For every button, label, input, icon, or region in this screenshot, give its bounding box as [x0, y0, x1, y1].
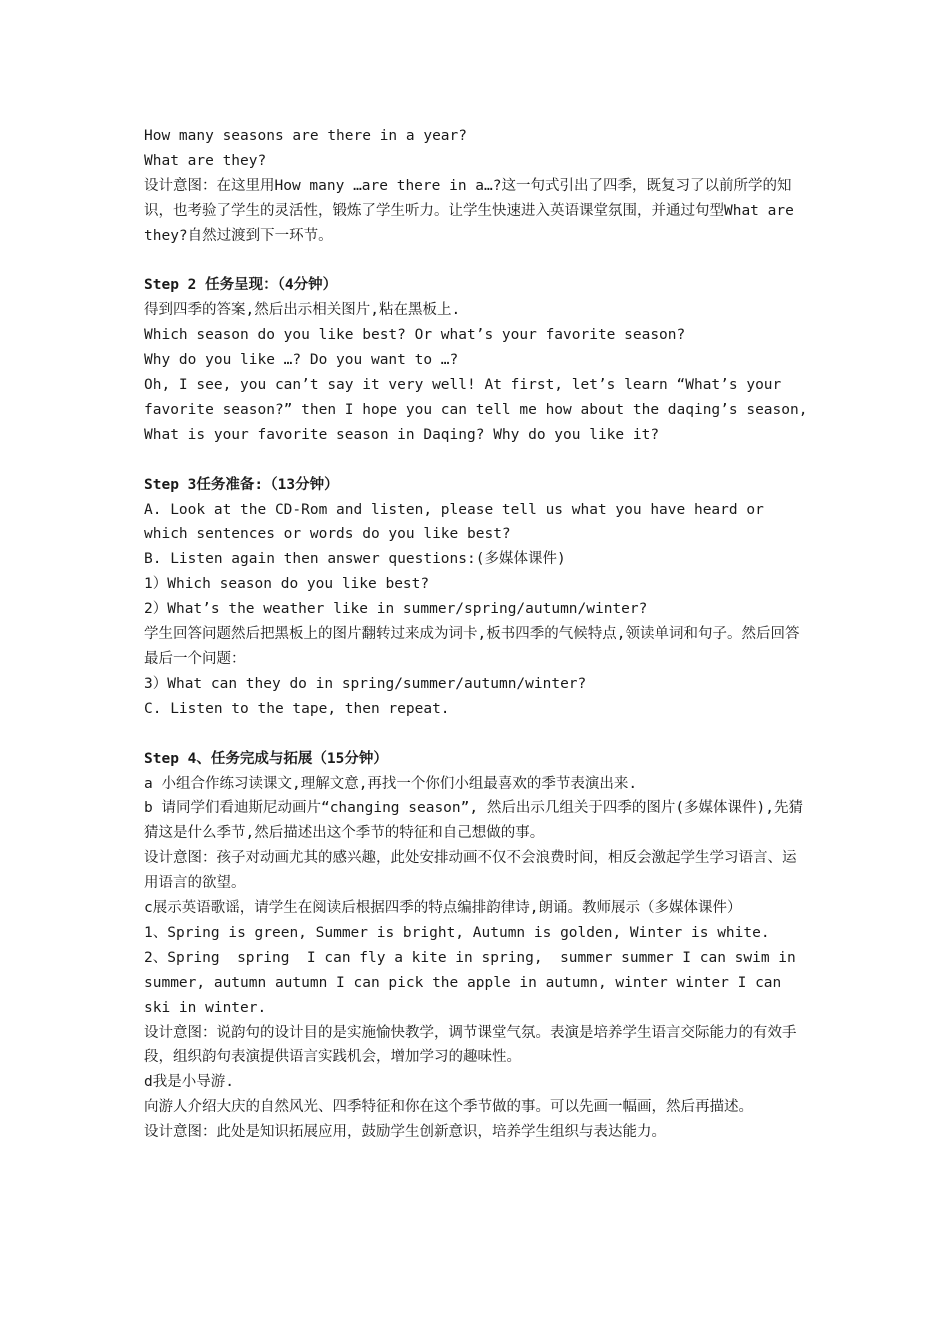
- document-body: [144, 124, 817, 1145]
- step4-section: [144, 747, 810, 1146]
- paragraph-line: Oh, I see, you can’t say it very well! At first, let’s learn “What’s your favorite season?” then I hope you can tell me how about the daqing’s season, What is your favorite season in Daqing? Why do you like it?: [144, 377, 817, 443]
- paragraph-spacer: [144, 448, 810, 473]
- design-intent-paragraph: 设计意图：说韵句的设计目的是实施愉快教学，调节课堂气氛。表演是培养学生语言交际能力的有效手段，组织韵句表演提供语言实践机会，增加学习的趣味性。: [144, 1024, 797, 1066]
- question-line: How many seasons are there in a year?: [144, 128, 468, 144]
- step3-section: [144, 473, 810, 722]
- step3-heading: Step 3任务准备:（13分钟）: [144, 476, 339, 493]
- paragraph-line: B. Listen again then answer questions:(多媒体课件): [144, 551, 566, 568]
- paragraph-spacer: [144, 249, 810, 274]
- step4-heading: Step 4、任务完成与拓展（15分钟）: [144, 750, 388, 767]
- paragraph-spacer: [144, 722, 810, 747]
- paragraph-line: c展示英语歌谣，请学生在阅读后根据四季的特点编排韵律诗,朗诵。教师展示（多媒体课件）: [144, 900, 742, 917]
- paragraph-line: 学生回答问题然后把黑板上的图片翻转过来成为词卡,板书四季的气候特点,领读单词和句子。然后回答最后一个问题：: [144, 626, 800, 667]
- paragraph-line: a 小组合作练习读课文,理解文意,再找一个你们小组最喜欢的季节表演出来.: [144, 775, 638, 792]
- step2-section: [144, 273, 817, 447]
- design-intent-paragraph: 设计意图：在这里用How many …are there in a…?这一句式引出了四季，既复习了以前所学的知识，也考验了学生的灵活性，锻炼了学生听力。让学生快速进入英语课堂氛围，并通过句型What are they?自然过渡到下一环节。: [144, 177, 803, 244]
- paragraph-line: 3）What can they do in spring/summer/autumn/winter?: [144, 675, 587, 692]
- paragraph-line: 向游人介绍大庆的自然风光、四季特征和你在这个季节做的事。可以先画一幅画，然后再描述。: [144, 1099, 753, 1116]
- design-intent-paragraph: 设计意图：此处是知识拓展应用，鼓励学生创新意识，培养学生组织与表达能力。: [144, 1124, 666, 1141]
- intro-section: [144, 124, 810, 249]
- rhyme-line: 1、Spring is green, Summer is bright, Autumn is golden, Winter is white.: [144, 924, 770, 941]
- paragraph-line: 2）What’s the weather like in summer/spring/autumn/winter?: [144, 601, 648, 618]
- rhyme-line: 2、Spring spring I can fly a kite in spring, summer summer I can swim in summer, autumn autumn I can pick the apple in autumn, winter winter I can ski in winter.: [144, 949, 805, 1016]
- paragraph-line: C. Listen to the tape, then repeat.: [144, 700, 450, 717]
- paragraph-line: 得到四季的答案,然后出示相关图片,粘在黑板上.: [144, 302, 461, 319]
- paragraph-line: Which season do you like best? Or what’s your favorite season?: [144, 327, 686, 344]
- paragraph-line: d我是小导游.: [144, 1074, 234, 1091]
- question-line: What are they?: [144, 152, 267, 169]
- design-intent-paragraph: 设计意图：孩子对动画尤其的感兴趣，此处安排动画不仅不会浪费时间，相反会激起学生学习语言、运用语言的欲望。: [144, 850, 797, 892]
- paragraph-line: b 请同学们看迪斯尼动画片“changing season”, 然后出示几组关于四季的图片(多媒体课件),先猜猜这是什么季节,然后描述出这个季节的特征和自己想做的事。: [144, 800, 804, 842]
- paragraph-line: A. Look at the CD-Rom and listen, please tell us what you have heard or which sentences or words do you like best?: [144, 501, 773, 543]
- paragraph-line: Why do you like …? Do you want to …?: [144, 352, 459, 369]
- step2-heading: Step 2 任务呈现：（4分钟）: [144, 277, 338, 294]
- paragraph-line: 1）Which season do you like best?: [144, 576, 430, 593]
